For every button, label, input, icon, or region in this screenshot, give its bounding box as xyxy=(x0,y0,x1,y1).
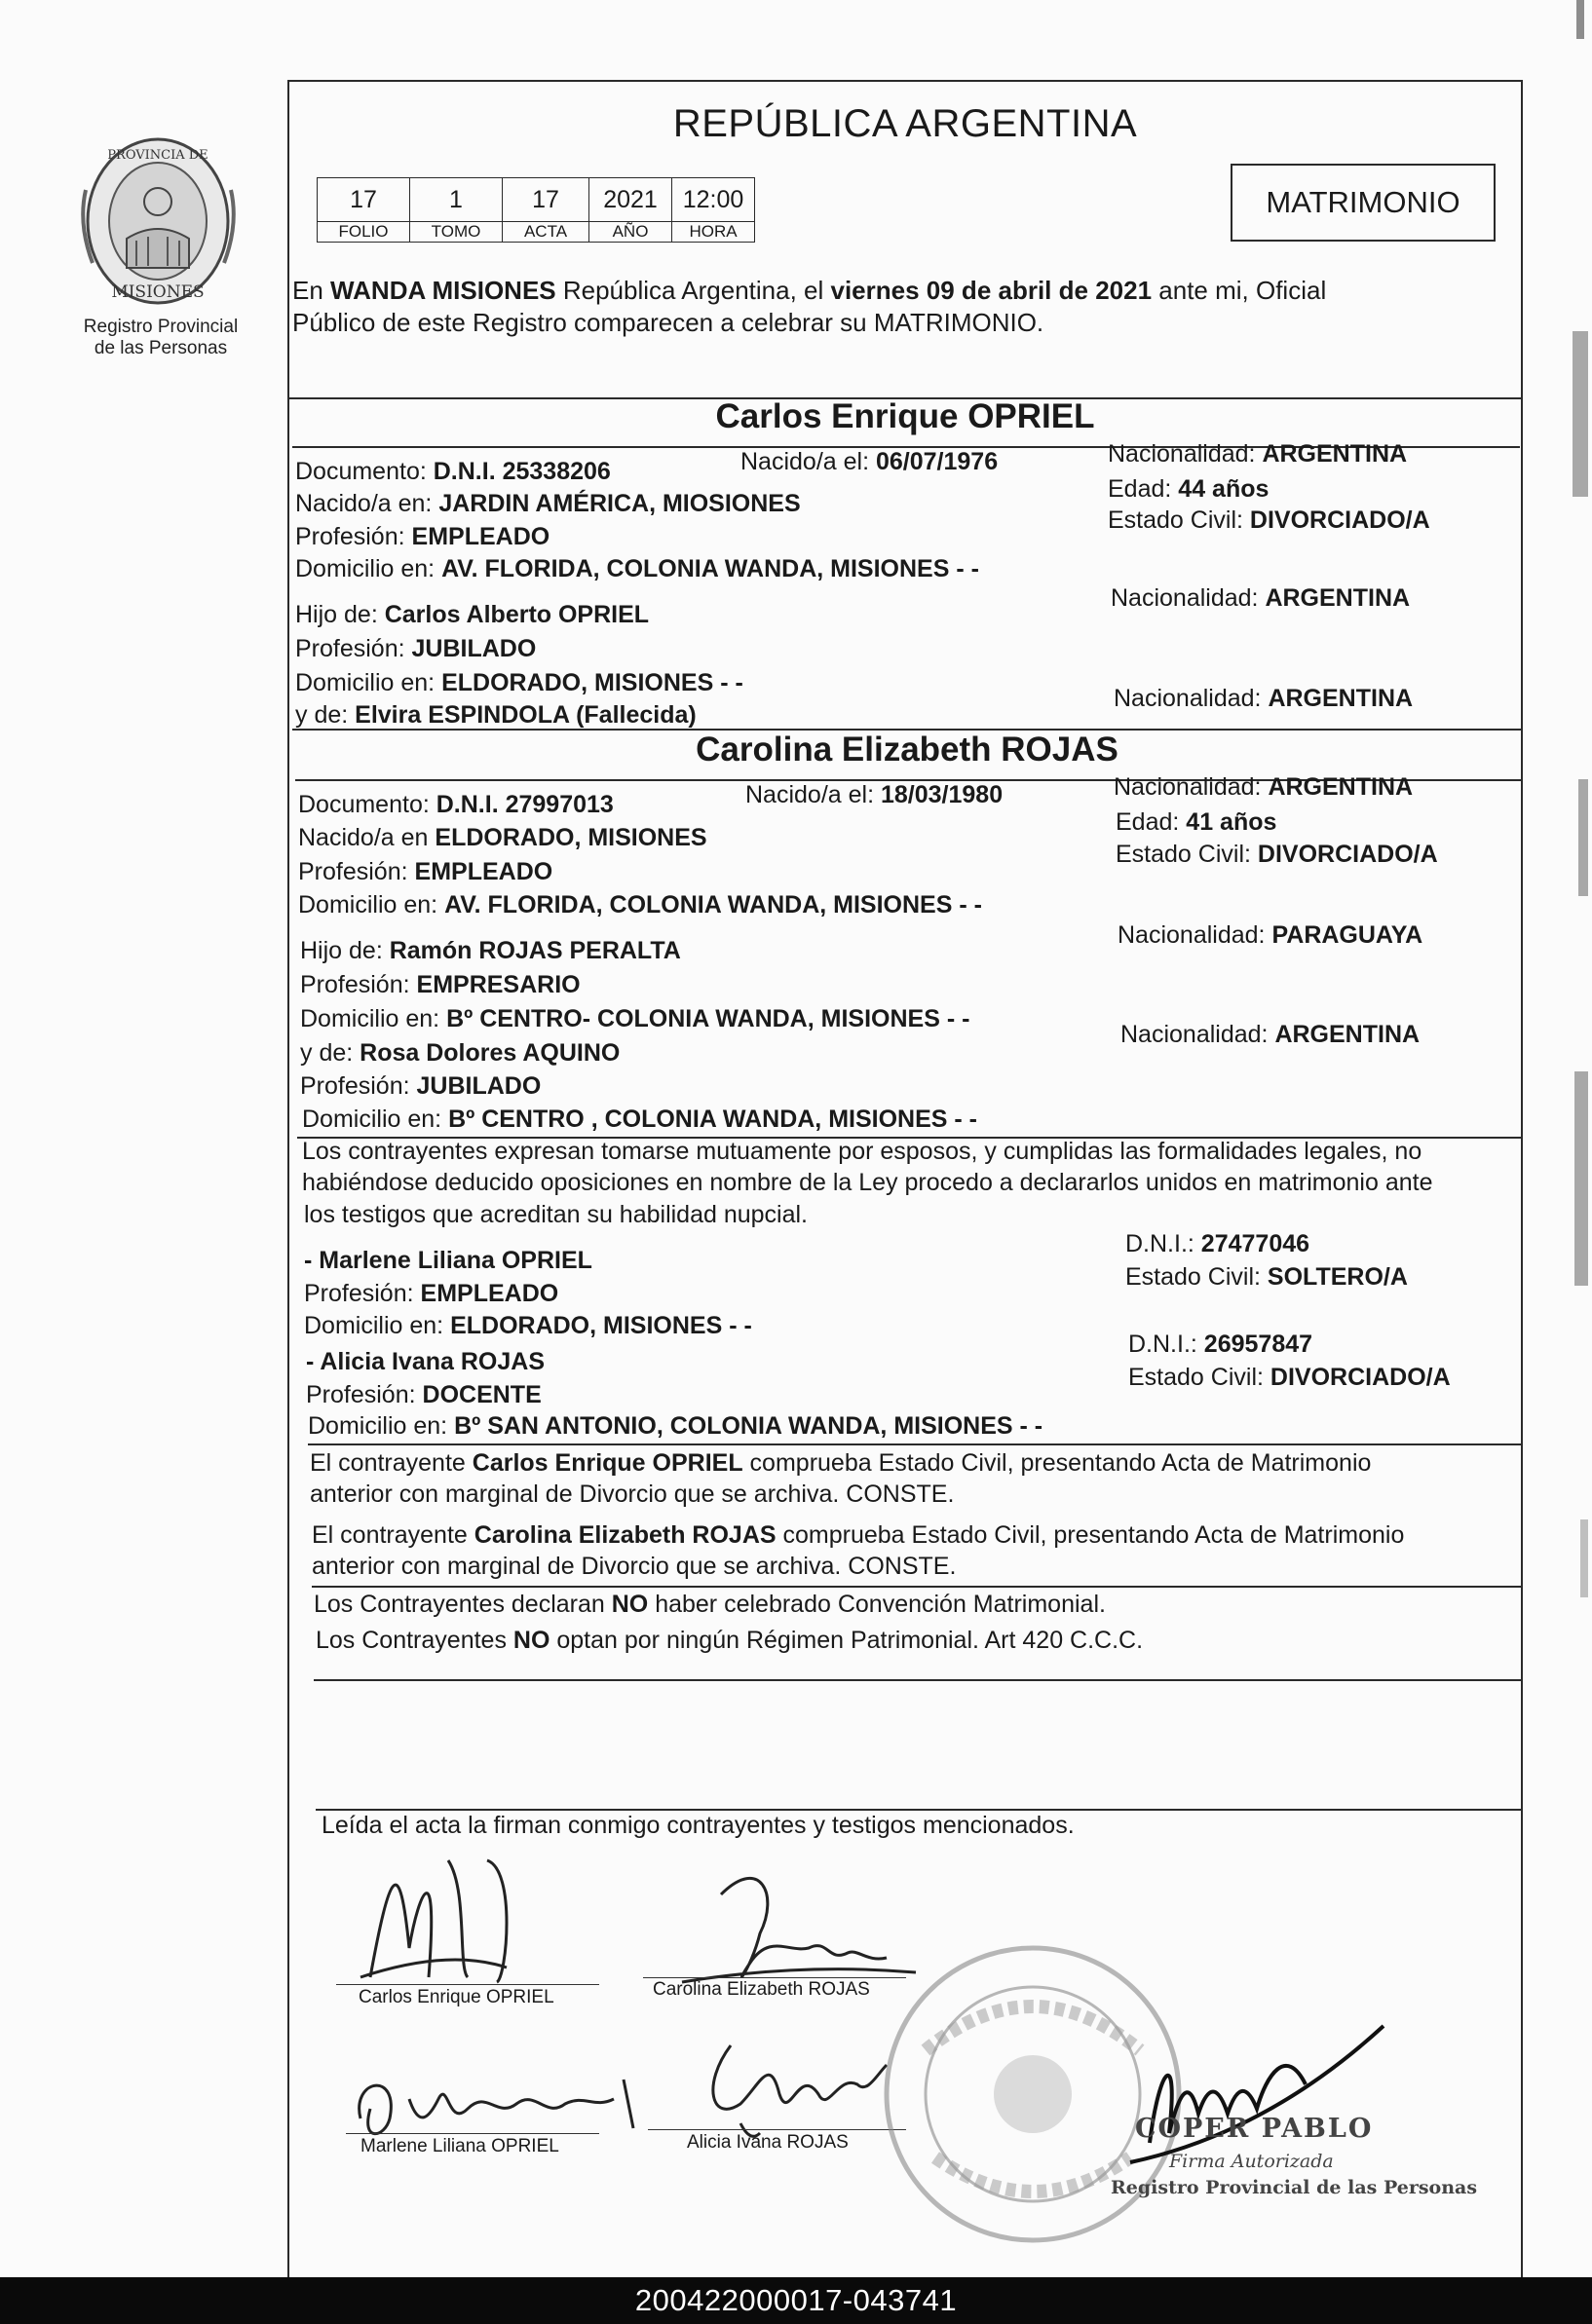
text: El contrayente xyxy=(312,1521,474,1549)
witness-2-civil-value: DIVORCIADO/A xyxy=(1270,1364,1451,1391)
label: Documento: xyxy=(295,458,427,485)
label: Edad: xyxy=(1108,475,1172,503)
text: El contrayente xyxy=(310,1449,473,1477)
witness-2-dni-value: 26957847 xyxy=(1203,1331,1313,1358)
groom-father-profession xyxy=(295,635,536,663)
document-id-bar: 200422000017-043741 xyxy=(0,2277,1592,2324)
groom-birth-value: 06/07/1976 xyxy=(875,448,999,475)
witness-1-name-value: - Marlene Liliana OPRIEL xyxy=(304,1247,592,1274)
label: Nacionalidad: xyxy=(1114,685,1262,712)
label: y de: xyxy=(295,701,349,729)
civil-proof-bride-line-2: anterior con marginal de Divorcio que se archiva. CONSTE. xyxy=(312,1553,957,1580)
hour-label: HORA xyxy=(672,222,755,243)
label: Domicilio en: xyxy=(298,891,438,918)
logo-caption-line-2: de las Personas xyxy=(94,338,228,358)
scan-edge-noise xyxy=(1534,0,1592,2277)
label: Estado Civil: xyxy=(1108,506,1243,534)
text: Los Contrayentes xyxy=(316,1627,513,1654)
witness-2-prof-value: DOCENTE xyxy=(422,1381,542,1408)
bride-born-in-value: ELDORADO, MISIONES xyxy=(435,824,707,851)
bride-mother-nationality xyxy=(1120,1021,1420,1049)
official-role: Firma Autorizada xyxy=(1169,2151,1334,2172)
civil-proof-bride-line-1 xyxy=(312,1521,1404,1550)
bride-mother-addr-value: Bº CENTRO , COLONIA WANDA, MISIONES - - xyxy=(448,1106,977,1133)
groom-name-heading: Carlos Enrique OPRIEL xyxy=(715,397,1095,435)
label: Nacionalidad: xyxy=(1114,773,1262,801)
label: Profesión: xyxy=(298,858,408,885)
intro-date: viernes 09 de abril de 2021 xyxy=(830,276,1153,305)
witness-1-profession xyxy=(304,1280,558,1308)
witness-1-dni xyxy=(1125,1230,1309,1258)
intro-text-1: En xyxy=(292,276,331,305)
groom-addr-value: AV. FLORIDA, COLONIA WANDA, MISIONES - - xyxy=(441,555,979,582)
closing-text: Leída el acta la firman conmigo contrayentes y testigos mencionados. xyxy=(322,1812,1075,1839)
bride-birth-value: 18/03/1980 xyxy=(880,781,1004,808)
groom-civil-status xyxy=(1108,506,1430,535)
witness-1-prof-value: EMPLEADO xyxy=(420,1280,559,1307)
bride-father xyxy=(300,937,681,965)
official-name: COPER PABLO xyxy=(1135,2114,1374,2144)
official-registry: Registro Provincial de las Personas xyxy=(1111,2177,1478,2198)
bride-nat-value: ARGENTINA xyxy=(1268,773,1414,801)
country-title: REPÚBLICA ARGENTINA xyxy=(672,102,1138,145)
witness-1-signature-caption: Marlene Liliana OPRIEL xyxy=(360,2136,559,2156)
bride-father-nationality xyxy=(1118,921,1422,950)
groom-father-address xyxy=(295,669,743,697)
label: Domicilio en: xyxy=(302,1106,442,1133)
groom-age-value: 44 años xyxy=(1178,475,1270,503)
misiones-coat-of-arms-logo xyxy=(68,131,248,312)
label: D.N.I.: xyxy=(1125,1230,1194,1257)
label: Profesión: xyxy=(304,1280,414,1307)
logo-caption xyxy=(39,317,283,359)
label: Estado Civil: xyxy=(1116,841,1251,868)
witness-1-addr-value: ELDORADO, MISIONES - - xyxy=(450,1312,752,1339)
logo-bottom-text: MISIONES xyxy=(111,282,205,302)
signature-line xyxy=(336,1984,599,1985)
bride-name-heading: Carolina Elizabeth ROJAS xyxy=(696,731,1118,768)
witness-2-civil-status xyxy=(1128,1364,1451,1392)
label: Nacionalidad: xyxy=(1111,584,1259,612)
tomo-value: 1 xyxy=(410,178,503,222)
witness-2-name xyxy=(306,1348,545,1376)
groom-nat-value: ARGENTINA xyxy=(1262,440,1408,468)
acta-label: ACTA xyxy=(503,222,589,243)
groom-age xyxy=(1108,475,1269,504)
regime-no-1: NO xyxy=(611,1591,649,1618)
label: Domicilio en: xyxy=(300,1005,440,1032)
groom-mother xyxy=(295,701,697,730)
bride-age-value: 41 años xyxy=(1186,808,1277,836)
intro-text-2: República Argentina, el xyxy=(555,276,831,305)
groom-nationality xyxy=(1108,440,1407,469)
bride-civil-status xyxy=(1116,841,1438,869)
label: Profesión: xyxy=(300,1072,410,1100)
civil-proof-groom-name: Carlos Enrique OPRIEL xyxy=(472,1449,743,1477)
label: D.N.I.: xyxy=(1128,1331,1197,1358)
divider xyxy=(316,1809,1522,1811)
act-type-box: MATRIMONIO xyxy=(1231,164,1496,242)
groom-born-in xyxy=(295,490,801,518)
regime-no-2: NO xyxy=(512,1627,550,1654)
declaration-line-2: habiéndose deducido oposiciones en nombre de la Ley procedo a declararlos unidos en matrimonio ante xyxy=(302,1169,1433,1196)
label: Hijo de: xyxy=(300,937,383,964)
bride-father-profession xyxy=(300,971,581,999)
groom-address xyxy=(295,555,979,583)
folio-value: 17 xyxy=(318,178,410,222)
bride-mother-nat-value: ARGENTINA xyxy=(1274,1021,1421,1048)
label: Domicilio en: xyxy=(295,669,436,696)
intro-place: WANDA MISIONES xyxy=(330,276,556,305)
groom-father-addr-value: ELDORADO, MISIONES - - xyxy=(441,669,743,696)
bride-father-value: Ramón ROJAS PERALTA xyxy=(389,937,681,964)
bride-father-addr-value: Bº CENTRO- COLONIA WANDA, MISIONES - - xyxy=(446,1005,970,1032)
bride-address xyxy=(298,891,982,919)
text: optan por ningún Régimen Patrimonial. Art 420 C.C.C. xyxy=(550,1627,1144,1654)
label: Nacido/a en: xyxy=(295,490,433,517)
witness-1-dni-value: 27477046 xyxy=(1200,1230,1310,1257)
groom-father xyxy=(295,601,649,629)
divider xyxy=(314,1679,1522,1681)
label: Nacionalidad: xyxy=(1118,921,1266,949)
bride-profession xyxy=(298,858,552,886)
groom-mother-nat-value: ARGENTINA xyxy=(1268,685,1414,712)
civil-proof-groom-line-2: anterior con marginal de Divorcio que se archiva. CONSTE. xyxy=(310,1481,955,1508)
groom-father-value: Carlos Alberto OPRIEL xyxy=(384,601,650,628)
text: haber celebrado Convención Matrimonial. xyxy=(648,1591,1106,1618)
logo-top-text: PROVINCIA DE xyxy=(107,148,208,163)
bride-mother-address xyxy=(302,1106,977,1134)
witness-1-civil-value: SOLTERO/A xyxy=(1267,1263,1408,1291)
witness-1-civil-status xyxy=(1125,1263,1408,1292)
bride-nationality xyxy=(1114,773,1413,802)
bride-born-in xyxy=(298,824,707,852)
bride-father-address xyxy=(300,1005,969,1033)
label: Domicilio en: xyxy=(304,1312,444,1339)
groom-birthdate xyxy=(740,448,998,476)
groom-document xyxy=(295,458,611,486)
civil-proof-bride-name: Carolina Elizabeth ROJAS xyxy=(474,1521,777,1549)
groom-prof-value: EMPLEADO xyxy=(411,523,550,550)
label: Domicilio en: xyxy=(308,1412,448,1440)
bride-age xyxy=(1116,808,1276,837)
label: Profesión: xyxy=(295,523,405,550)
groom-mother-nationality xyxy=(1114,685,1413,713)
label: Profesión: xyxy=(295,635,405,662)
intro-text-3: ante mi, Oficial xyxy=(1152,276,1327,305)
logo-caption-line-1: Registro Provincial xyxy=(83,317,239,337)
tomo-label: TOMO xyxy=(410,222,503,243)
witness-2-name-value: - Alicia Ivana ROJAS xyxy=(306,1348,545,1375)
signature-line xyxy=(346,2133,599,2134)
text: comprueba Estado Civil, presentando Acta de Matrimonio xyxy=(776,1521,1405,1549)
label: Nacido/a el: xyxy=(745,781,875,808)
witness-1-name xyxy=(304,1247,592,1275)
label: Edad: xyxy=(1116,808,1180,836)
bride-document xyxy=(298,791,614,819)
intro-line-2: Público de este Registro comparecen a celebrar su MATRIMONIO. xyxy=(292,308,1044,337)
label: Profesión: xyxy=(300,971,410,998)
label: Nacido/a en xyxy=(298,824,429,851)
acta-value: 17 xyxy=(503,178,589,222)
year-label: AÑO xyxy=(589,222,672,243)
groom-civil-value: DIVORCIADO/A xyxy=(1249,506,1430,534)
divider xyxy=(308,1443,1522,1445)
bride-civil-value: DIVORCIADO/A xyxy=(1257,841,1438,868)
witness-2-profession xyxy=(306,1381,542,1409)
label: Nacido/a el: xyxy=(740,448,870,475)
label: Nacionalidad: xyxy=(1108,440,1256,468)
groom-mother-value: Elvira ESPINDOLA (Fallecida) xyxy=(355,701,697,729)
declaration-line-3: los testigos que acreditan su habilidad nupcial. xyxy=(304,1201,809,1228)
groom-born-in-value: JARDIN AMÉRICA, MIOSIONES xyxy=(438,490,801,517)
groom-father-nat-value: ARGENTINA xyxy=(1265,584,1411,612)
groom-profession xyxy=(295,523,550,551)
groom-signature xyxy=(331,1831,624,2006)
bride-prof-value: EMPLEADO xyxy=(414,858,553,885)
bride-addr-value: AV. FLORIDA, COLONIA WANDA, MISIONES - - xyxy=(444,891,982,918)
year-value: 2021 xyxy=(589,178,672,222)
label: Hijo de: xyxy=(295,601,378,628)
groom-father-nationality xyxy=(1111,584,1410,613)
civil-proof-groom-line-1 xyxy=(310,1449,1371,1478)
bride-father-nat-value: PARAGUAYA xyxy=(1271,921,1423,949)
witness-2-dni xyxy=(1128,1331,1312,1359)
bride-mother-prof-value: JUBILADO xyxy=(416,1072,542,1100)
registry-table xyxy=(317,177,755,243)
text: Los Contrayentes declaran xyxy=(314,1591,612,1618)
label: Estado Civil: xyxy=(1125,1263,1261,1291)
groom-signature-caption: Carlos Enrique OPRIEL xyxy=(359,1987,554,2007)
witness-2-addr-value: Bº SAN ANTONIO, COLONIA WANDA, MISIONES - - xyxy=(454,1412,1043,1440)
groom-dni: D.N.I. 25338206 xyxy=(433,458,611,485)
bride-birthdate xyxy=(745,781,1003,809)
bride-father-prof-value: EMPRESARIO xyxy=(416,971,581,998)
label: Estado Civil: xyxy=(1128,1364,1264,1391)
bride-dni: D.N.I. 27997013 xyxy=(436,791,614,818)
intro-line-1 xyxy=(292,275,1326,307)
bride-mother-profession xyxy=(300,1072,541,1101)
divider xyxy=(312,1586,1522,1588)
groom-father-prof-value: JUBILADO xyxy=(411,635,537,662)
bride-mother-value: Rosa Dolores AQUINO xyxy=(360,1039,621,1067)
bride-signature-caption: Carolina Elizabeth ROJAS xyxy=(653,1979,870,2000)
regime-line-2 xyxy=(316,1627,1143,1655)
witness-1-address xyxy=(304,1312,752,1340)
label: Domicilio en: xyxy=(295,555,436,582)
bride-mother xyxy=(300,1039,620,1068)
text: comprueba Estado Civil, presentando Acta de Matrimonio xyxy=(742,1449,1372,1477)
declaration-line-1: Los contrayentes expresan tomarse mutuamente por esposos, y cumplidas las formalidades legales, no xyxy=(302,1138,1422,1165)
label: y de: xyxy=(300,1039,354,1067)
label: Documento: xyxy=(298,791,430,818)
label: Nacionalidad: xyxy=(1120,1021,1269,1048)
witness-2-signature-caption: Alicia Ivana ROJAS xyxy=(687,2132,849,2153)
witness-2-address xyxy=(308,1412,1042,1441)
hour-value: 12:00 xyxy=(672,178,755,222)
folio-label: FOLIO xyxy=(318,222,410,243)
regime-line-1 xyxy=(314,1591,1106,1619)
label: Profesión: xyxy=(306,1381,416,1408)
